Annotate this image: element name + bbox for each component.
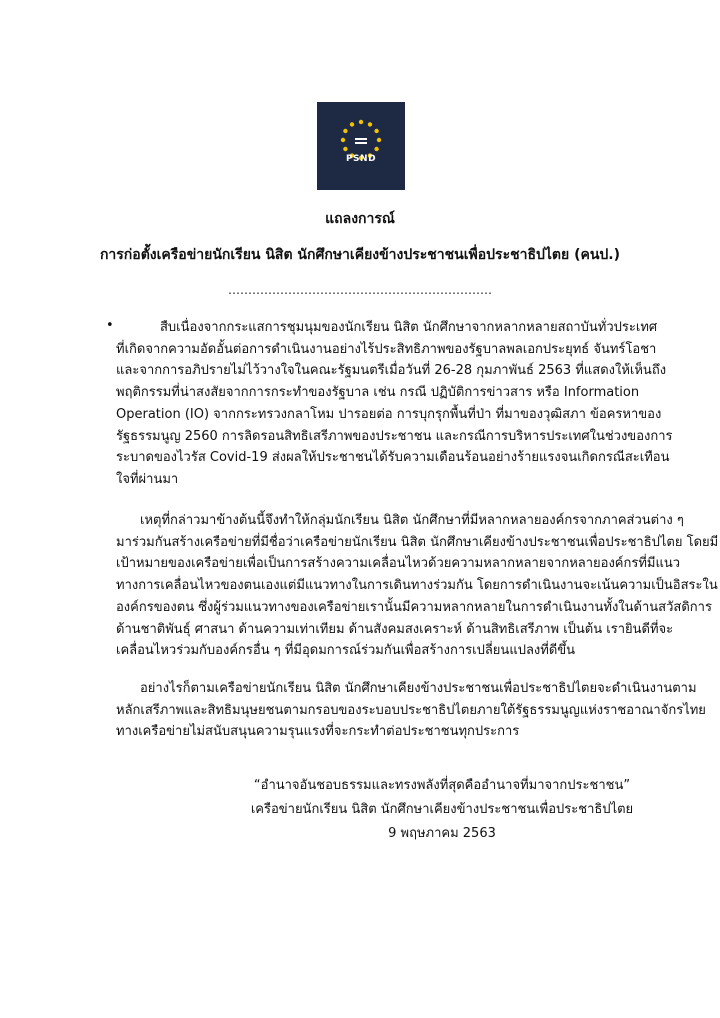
document-subtitle: การก่อตั้งเครือข่ายนักเรียน นิสิต นักศึกษาเคียงข้างประชาชนเพื่อประชาธิปไตย (คนป.) <box>99 247 621 263</box>
paragraph-line: รัฐธรรมนูญ 2560 การลิดรอนสิทธิเสรีภาพของประชาชน และกรณีการบริหารประเทศในช่วงของการ <box>116 428 673 444</box>
paragraph-line: อย่างไรก็ตามเครือข่ายนักเรียน นิสิต นักศึกษาเคียงข้างประชาชนเพื่อประชาธิปไตยจะดำเนินงานตาม <box>140 681 697 696</box>
paragraph-2 <box>116 510 719 662</box>
paragraph-3 <box>116 678 706 743</box>
paragraph-line: มาร่วมกันสร้างเครือข่ายที่มีชื่อว่าเครือข่ายนักเรียน นิสิต นักศึกษาเคียงข้างประชาชนเพื่อประชาธิปไตย โดยมี <box>116 534 719 550</box>
document-title: แถลงการณ์ <box>325 211 395 227</box>
paragraph-line: พฤติกรรมที่น่าสงสัยจากการกระทำของรัฐบาล เช่น กรณี ปฏิบัติการข่าวสาร หรือ Information <box>116 385 640 401</box>
paragraph-1 <box>116 317 673 491</box>
paragraph-line: ใจที่ผ่านมา <box>116 471 179 487</box>
bullet-marker: • <box>106 318 114 333</box>
paragraph-line: Operation (IO) จากกระทรวงกลาโหม ปารอยต่อ การบุกรุกพื้นที่ป่า ที่มาของวุฒิสภา ข้อครหาของ <box>116 406 662 422</box>
paragraph-line: ที่เกิดจากความอัดอั้นต่อการดำเนินงานอย่างไร้ประสิทธิภาพของรัฐบาลพลเอกประยุทธ์ จันทร์โอชา <box>116 341 657 357</box>
paragraph-line: สืบเนื่องจากกระแสการชุมนุมของนักเรียน นิสิต นักศึกษาจากหลากหลายสถาบันทั่วประเทศ <box>160 320 658 335</box>
paragraph-line: เป้าหมายของเครือข่ายเพื่อเป็นการสร้างความเคลื่อนไหวด้วยความหลากหลายจากหลายองค์กรที่มีแนว <box>116 556 681 572</box>
paragraph-line: เหตุที่กล่าวมาข้างต้นนี้จึงทำให้กลุ่มนักเรียน นิสิต นักศึกษาที่มีหลากหลายองค์กรจากภาคส่วนต่าง ๆ <box>140 513 684 528</box>
paragraph-line: องค์กรของตน ซึ่งผู้ร่วมแนวทางของเครือข่ายเรานั้นมีความหลากหลายในการดำเนินงานทั้งในด้านสวัสดิการ <box>116 599 712 615</box>
paragraph-line: หลักเสรีภาพและสิทธิมนุษยชนตามกรอบของระบอบประชาธิปไตยภายใต้รัฐธรรมนูญแห่งราชอาณาจักรไทย <box>116 702 706 718</box>
psnd-logo <box>317 102 405 190</box>
signature-organization: เครือข่ายนักเรียน นิสิต นักศึกษาเคียงข้างประชาชนเพื่อประชาธิปไตย <box>250 802 634 817</box>
logo-text: PSND <box>345 154 377 164</box>
star-ring-icon <box>317 102 405 190</box>
paragraph-line: ด้านชาติพันธุ์ ศาสนา ด้านความเท่าเทียม ด้านสังคมสงเคราะห์ ด้านสิทธิเสรีภาพ เป็นต้น เรายินดีที่จะ <box>116 621 674 637</box>
signature-quote: “อำนาจอันชอบธรรมและทรงพลังที่สุดคืออำนาจที่มาจากประชาชน” <box>253 778 631 793</box>
paragraph-line: และจากการอภิปรายไม่ไว้วางใจในคณะรัฐมนตรีเมื่อวันที่ 26-28 กุมภาพันธ์ 2563 ที่แสดงให้เห็นถึง <box>116 363 667 379</box>
paragraph-line: เคลื่อนไหวร่วมกับองค์กรอื่น ๆ ที่มีอุดมการณ์ร่วมกันเพื่อสร้างการเปลี่ยนแปลงที่ดีขึ้น <box>116 643 576 659</box>
paragraph-line: ทางการเคลื่อนไหวของตนเองแต่มีแนวทางในการเดินทางร่วมกัน โดยการดำเนินงานจะเน้นความเป็นอิสระใน <box>116 578 718 594</box>
paragraph-line: ทางเครือข่ายไม่สนับสนุนความรุนแรงที่จะกระทำต่อประชาชนทุกประการ <box>116 724 520 740</box>
paragraph-line: ระบาดของไวรัส Covid-19 ส่งผลให้ประชาชนได้รับความเดือนร้อนอย่างร้ายแรงจนเกิดกรณีสะเทือน <box>116 450 670 466</box>
separator: ………………………………………………………… <box>228 283 492 297</box>
signature-date: 9 พฤษภาคม 2563 <box>388 826 496 841</box>
